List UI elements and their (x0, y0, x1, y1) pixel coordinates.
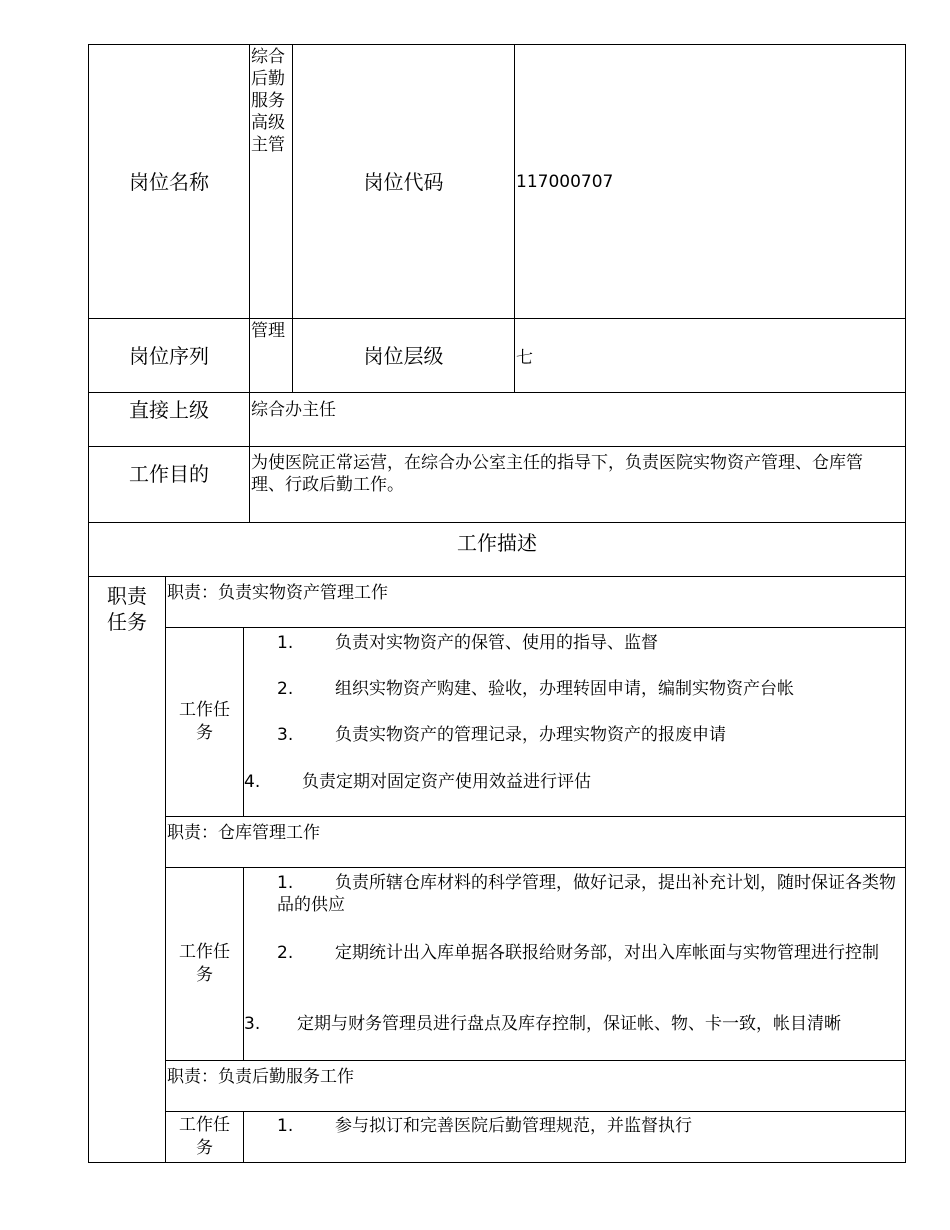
duty-2-title: 职责：仓库管理工作 (165, 816, 906, 868)
list-item: 3. 负责实物资产的管理记录，办理实物资产的报废申请 (277, 725, 726, 745)
work-purpose-label: 工作目的 (88, 446, 250, 523)
duty-3-task-list (243, 1111, 906, 1163)
duty-1-task-label: 工作任务 (165, 627, 244, 817)
list-item: 2. 组织实物资产购建、验收，办理转固申请，编制实物资产台帐 (277, 679, 794, 699)
duty-3-task-label: 工作任务 (165, 1111, 244, 1163)
position-series-label: 岗位序列 (88, 318, 250, 393)
position-name-label: 岗位名称 (88, 44, 250, 319)
duty-1-task-list (243, 627, 906, 817)
position-name-value: 综合后勤服务高级主管 (249, 44, 293, 319)
duty-2-task-label: 工作任务 (165, 867, 244, 1061)
duty-1-title: 职责：负责实物资产管理工作 (165, 576, 906, 628)
list-item: 3. 定期与财务管理员进行盘点及库存控制，保证帐、物、卡一致，帐目清晰 (244, 1014, 841, 1034)
duty-2-task-list (243, 867, 906, 1061)
work-purpose-value: 为使医院正常运营，在综合办公室主任的指导下，负责医院实物资产管理、仓库管理、行政后勤工作。 (249, 446, 906, 523)
direct-superior-value: 综合办主任 (249, 392, 906, 447)
position-code-label: 岗位代码 (292, 44, 515, 319)
list-item: 2. 定期统计出入库单据各联报给财务部，对出入库帐面与实物管理进行控制 (277, 943, 879, 963)
list-item: 1. 负责对实物资产的保管、使用的指导、监督 (277, 633, 658, 653)
position-level-label: 岗位层级 (292, 318, 515, 393)
list-item: 4. 负责定期对固定资产使用效益进行评估 (244, 772, 591, 792)
position-code-value: 117000707 (514, 44, 906, 319)
list-item: 1. 负责所辖仓库材料的科学管理，做好记录，提出补充计划，随时保证各类物品的供应 (277, 873, 896, 915)
list-item: 1. 参与拟订和完善医院后勤管理规范，并监督执行 (277, 1116, 692, 1136)
duty-3-title: 职责：负责后勤服务工作 (165, 1060, 906, 1112)
work-description-title: 工作描述 (88, 522, 906, 577)
direct-superior-label: 直接上级 (88, 392, 250, 447)
duty-tasks-label: 职责任务 (88, 576, 166, 1163)
position-level-value: 七 (514, 318, 906, 393)
position-series-value: 管理 (249, 318, 293, 393)
